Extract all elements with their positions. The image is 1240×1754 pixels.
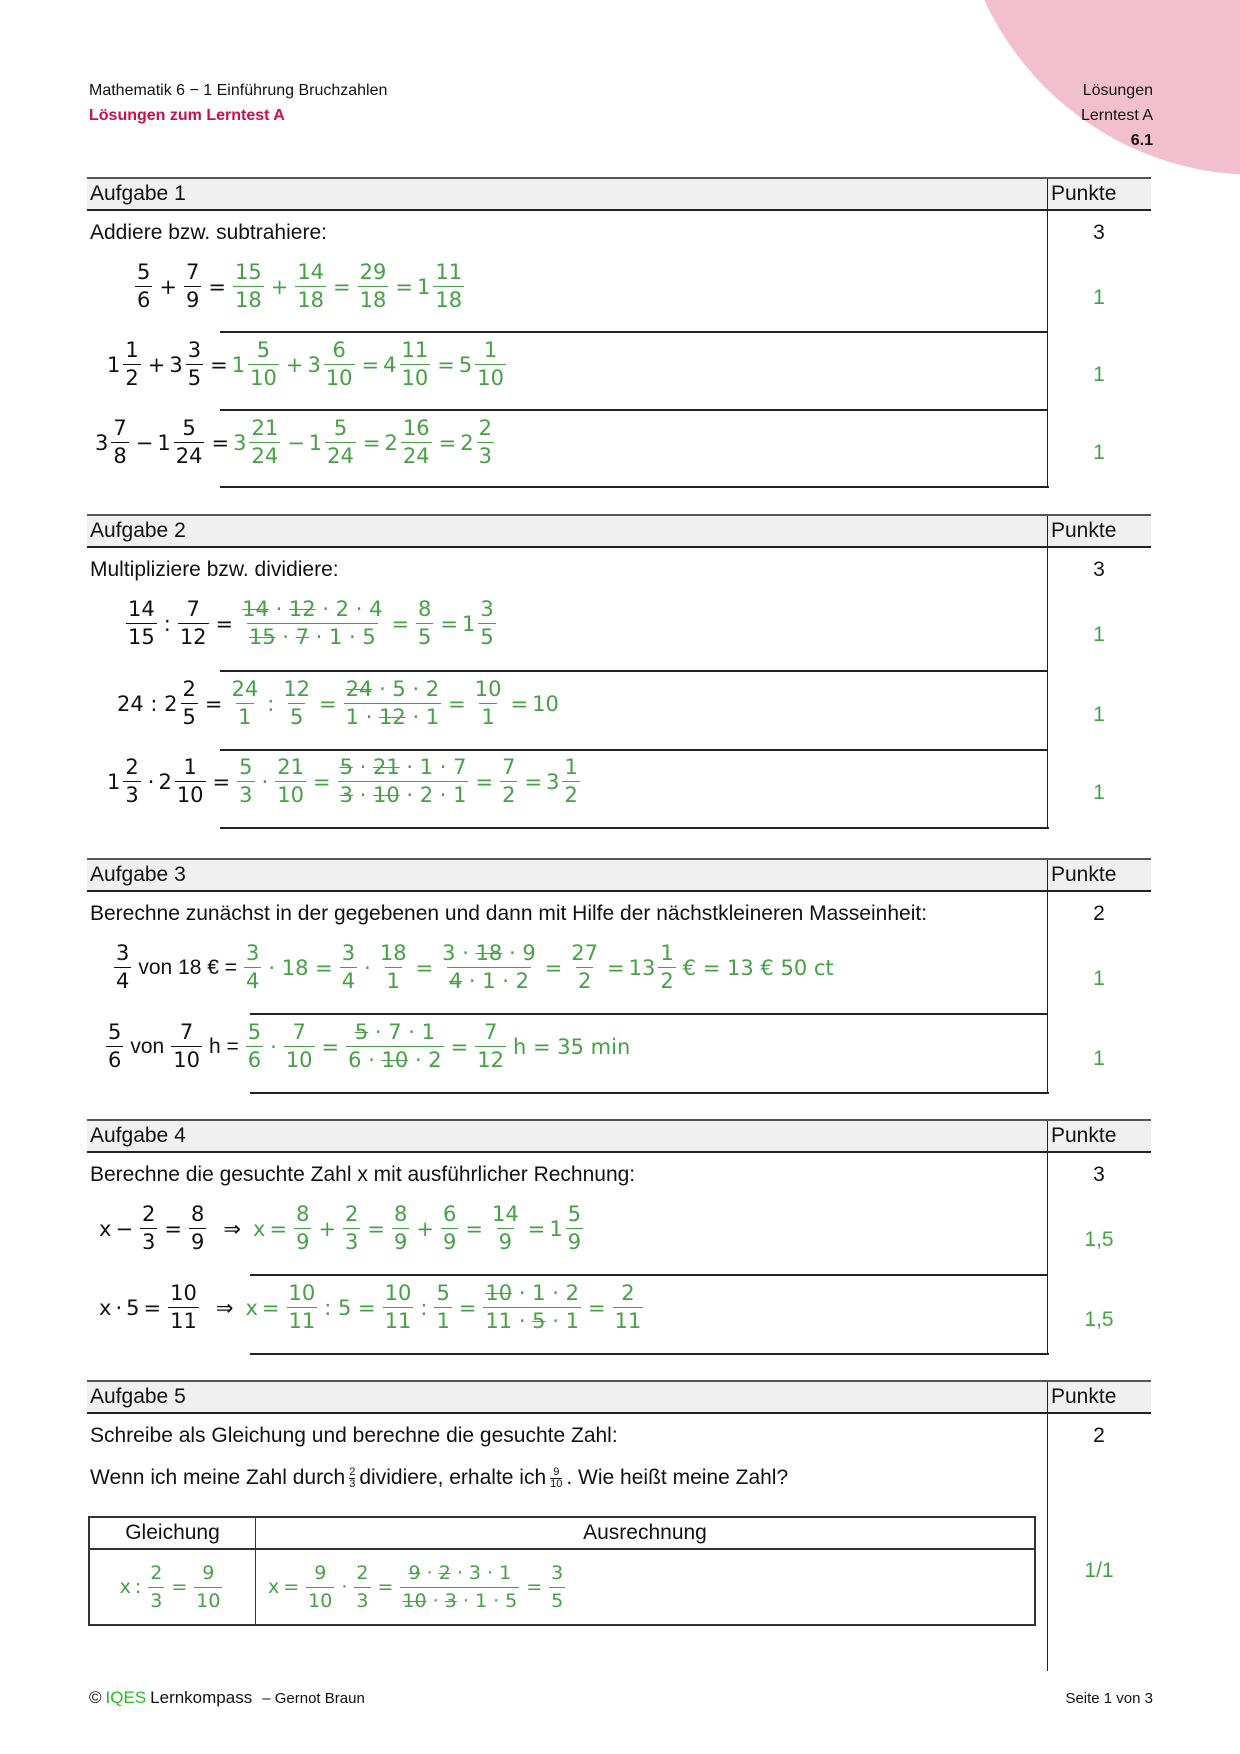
footer [89, 1688, 365, 1708]
task-instruction: Schreibe als Gleichung und berechne die gesuchte Zahl: [90, 1424, 618, 1447]
solution-2-1: $\frac{14 \cdot 12 \cdot 2 \cdot 4}{15 \cdot 7 \cdot 1 \cdot 5}$ = $\frac{8}{5}$ = 1 $\frac{3}{5}$ [242, 597, 494, 649]
task-3 [87, 858, 1151, 1092]
question-text: . Wie heißt meine Zahl? [566, 1466, 789, 1489]
document-header [89, 78, 387, 128]
solution-1-3: 3 21 24 − 1 $\frac{5}{24}$ = 2 $\frac{16}{24}$ = 2 $\frac{2}{3}$ [233, 416, 492, 468]
points-header: Punkte [1047, 860, 1151, 890]
points-column [1047, 1414, 1151, 1671]
problem-4-1: x − $\frac{2}{3}$ = $\frac{8}{9}$ ⇒ x = $\frac{8}{9}$ + $\frac{2}{3}$ = $\frac{8}{9}$ + $\frac{6}{9}$ = $\frac{14}{9}$ = 1 $\frac{5}{9}$ [99, 1201, 586, 1256]
label-lerntest: Lerntest A [1080, 107, 1153, 124]
divider [220, 331, 1047, 333]
document-label [1081, 78, 1153, 153]
task-4 [87, 1119, 1151, 1353]
question-text: Wenn ich meine Zahl durch [90, 1466, 346, 1489]
col-header-ausrechnung: Ausrechnung [583, 1521, 707, 1544]
task-title: Aufgabe 3 [90, 863, 186, 886]
task-instruction: Berechne die gesuchte Zahl x mit ausführlicher Rechnung: [90, 1163, 636, 1186]
author: – Gernot Braun [262, 1689, 365, 1707]
problem-1-3: 3 7 8 − 1 $\frac{5}{24}$ = 3 21 24 − 1 $\frac{5}{24}$ = 2 $\frac{16}{24}$ = 2 $\frac{2}{3}$ [95, 415, 497, 470]
task-body [87, 211, 1151, 487]
item-points: 1 [1093, 967, 1105, 990]
fraction-2-3: 2 3 [349, 1465, 356, 1490]
item-points: 1 [1093, 441, 1105, 464]
item-points: 1 [1093, 363, 1105, 386]
task-question [90, 1466, 788, 1490]
solution-4-2: x = $\frac{10}{11}$ : 5 = $\frac{10}{11}$ : $\frac{5}{1}$ = $\frac{10 \cdot 1 \cdot 2}{11 \cdot 5 \cdot 1}$ = $\frac{2}{11}$ [245, 1281, 642, 1333]
total-points: 3 [1093, 221, 1105, 244]
document-subtitle: Lösungen zum Lerntest A [89, 107, 285, 124]
problem-1-2: 1 1 2 + 3 $\frac{3}{5}$ = 1 5 10 + 3 $\frac{6}{10}$ = 4 $\frac{11}{10}$ = 5 $\frac{1}{10}$ [107, 337, 509, 392]
solution-1-2: 1 5 10 + 3 $\frac{6}{10}$ = 4 $\frac{11}{10}$ = 5 $\frac{1}{10}$ [231, 338, 504, 390]
question-text: dividiere, erhalte ich [359, 1466, 547, 1489]
task-instruction: Berechne zunächst in der gegebenen und dann mit Hilfe der nächstkleineren Masseinheit: [90, 902, 928, 925]
task-header [87, 514, 1151, 548]
solution-4-1: x = $\frac{8}{9}$ + $\frac{2}{3}$ = $\frac{8}{9}$ + $\frac{6}{9}$ = $\frac{14}{9}$ = 1 $\frac{5}{9}$ [253, 1202, 582, 1254]
problem-2-1: 14 15 : $\frac{7}{12}$ = $\frac{14 \cdot 12 \cdot 2 \cdot 4}{15 \cdot 7 \cdot 1 \cdot 5}$ = $\frac{8}{5}$ = 1 $\frac{3}{5}$ [123, 596, 499, 651]
item-points: 1,5 [1084, 1308, 1114, 1331]
problem-2-3: 1 2 3 · 2 $\frac{1}{10}$ = 5 3 · $\frac{21}{10}$ = $\frac{5 \cdot 21 \cdot 1 \cdot 7}{3 \cdot 10 \cdot 2 \cdot 1}$ = $\frac{7}{2}$ = 3 $\frac{1}{2}$ [107, 754, 583, 809]
brand-iqes: IQES [105, 1688, 147, 1707]
solution-3-2: 5 6 · $\frac{7}{10}$ = $\frac{5 \cdot 7 \cdot 1}{6 \cdot 10 \cdot 2}$ = $\frac{7}{12}$ h = 35 min [247, 1020, 631, 1072]
label-number: 6.1 [1130, 132, 1153, 149]
label-loesungen: Lösungen [1082, 82, 1153, 99]
task-title: Aufgabe 4 [90, 1124, 186, 1147]
task-body [87, 892, 1151, 1092]
points-header: Punkte [1047, 179, 1151, 209]
task-title: Aufgabe 5 [90, 1385, 186, 1408]
divider [250, 1092, 1049, 1094]
task-title: Aufgabe 2 [90, 519, 186, 542]
calculation-cell [256, 1550, 1034, 1624]
task-header [87, 1119, 1151, 1153]
divider [220, 486, 1049, 488]
calculation-value: x = $\frac{9}{10}$ · $\frac{2}{3}$ = $\frac{9 \cdot 2 \cdot 3 \cdot 1}{10 \cdot 3 \cdot 1 \cdot 5}$ = $\frac{3}{5}$ [268, 1560, 568, 1615]
task-2 [87, 514, 1151, 827]
solution-3-1: 3 4 · 18 = $\frac{3}{4}$ · $\frac{18}{1}$ = $\frac{3 \cdot 18 \cdot 9}{4 \cdot 1 \cdot 2}$ = $\frac{27}{2}$ = 13 $\frac{1}{2}$ € = 13 € 50 ct [246, 941, 834, 993]
item-points: 1,5 [1084, 1228, 1114, 1251]
task-title: Aufgabe 1 [90, 182, 186, 205]
divider [250, 1353, 1049, 1355]
item-points: 1 [1093, 1047, 1105, 1070]
problem-4-2: x · 5 = $\frac{10}{11}$ ⇒ x = $\frac{10}{11}$ : 5 = $\frac{10}{11}$ : $\frac{5}{1}$ = $\frac{10 \cdot 1 \cdot 2}{11 \cdot 5 \cdot 1}$ = $\frac{2}{11}$ [99, 1280, 646, 1335]
task-body [87, 548, 1151, 827]
item-points: 1 [1093, 703, 1105, 726]
item-points: 1 [1093, 781, 1105, 804]
brand-lernkompass: Lernkompass [150, 1688, 253, 1707]
col-header-gleichung: Gleichung [90, 1518, 256, 1548]
task-header [87, 858, 1151, 892]
page-number: Seite 1 von 3 [1065, 1690, 1153, 1707]
problem-3-2: 5 6 von 7 10 h = 5 6 · $\frac{7}{10}$ = $\frac{5 \cdot 7 \cdot 1}{6 \cdot 10 \cdot 2}$ = $\frac{7}{12}$ h = 35 min [103, 1019, 634, 1074]
fraction-9-10: 9 10 [550, 1465, 563, 1490]
solution-1-1: 15 18 + $\frac{14}{18}$ = $\frac{29}{18}$ = 1 $\frac{11}{18}$ [234, 260, 463, 312]
divider [250, 1013, 1047, 1015]
equation-table [88, 1516, 1036, 1626]
total-points: 3 [1093, 1163, 1105, 1186]
task-instruction: Multipliziere bzw. dividiere: [90, 558, 339, 581]
points-header: Punkte [1047, 1382, 1151, 1412]
problem-1-1: 5 6 + $\frac{7}{9}$ = 15 18 + $\frac{14}{18}$ = $\frac{29}{18}$ = 1 $\frac{11}{18}$ [132, 259, 467, 314]
task-header [87, 1380, 1151, 1414]
divider [220, 409, 1047, 411]
copyright-icon: © [89, 1688, 102, 1707]
task-body [87, 1153, 1151, 1353]
item-points: 1 [1093, 286, 1105, 309]
total-points: 3 [1093, 558, 1105, 581]
solution-2-2: 24 1 : $\frac{12}{5}$ = $\frac{24 \cdot 5 \cdot 2}{1 \cdot 12 \cdot 1}$ = $\frac{10}{1}$ = 10 [231, 677, 559, 729]
points-header: Punkte [1047, 516, 1151, 546]
task-instruction: Addiere bzw. subtrahiere: [90, 221, 327, 244]
problem-3-1: 3 4 von 18 € = 3 4 · 18 = $\frac{3}{4}$ · $\frac{18}{1}$ = $\frac{3 \cdot 18 \cdot 9}{4 \cdot 1 \cdot 2}$ = $\frac{27}{2}$ = 13 $\frac{1}{2}$ € = 13 € 50 ct [111, 940, 838, 995]
table-row [90, 1550, 1034, 1624]
course-title: Mathematik 6 − 1 Einführung Bruchzahlen [89, 82, 388, 99]
points-header: Punkte [1047, 1121, 1151, 1151]
total-points: 2 [1093, 902, 1105, 925]
divider [220, 749, 1047, 751]
task-header [87, 177, 1151, 211]
equation-cell [90, 1550, 256, 1624]
divider [220, 670, 1047, 672]
total-points: 2 [1093, 1424, 1105, 1447]
equation-value: x : $\frac{2}{3}$ = $\frac{9}{10}$ [120, 1560, 226, 1615]
item-points: 1 [1093, 623, 1105, 646]
problem-2-2: 24 : 2 $\frac{2}{5}$ = 24 1 : $\frac{12}{5}$ = $\frac{24 \cdot 5 \cdot 2}{1 \cdot 12 \cdot 1}$ = $\frac{10}{1}$ = 10 [117, 677, 559, 729]
item-points: 1/1 [1084, 1559, 1114, 1582]
task-1 [87, 177, 1151, 487]
divider [220, 827, 1049, 829]
table-header-row [90, 1518, 1034, 1550]
divider [250, 1274, 1047, 1276]
solution-2-3: 5 3 · $\frac{21}{10}$ = $\frac{5 \cdot 21 \cdot 1 \cdot 7}{3 \cdot 10 \cdot 2 \cdot 1}$ = $\frac{7}{2}$ = 3 $\frac{1}{2}$ [239, 755, 578, 807]
